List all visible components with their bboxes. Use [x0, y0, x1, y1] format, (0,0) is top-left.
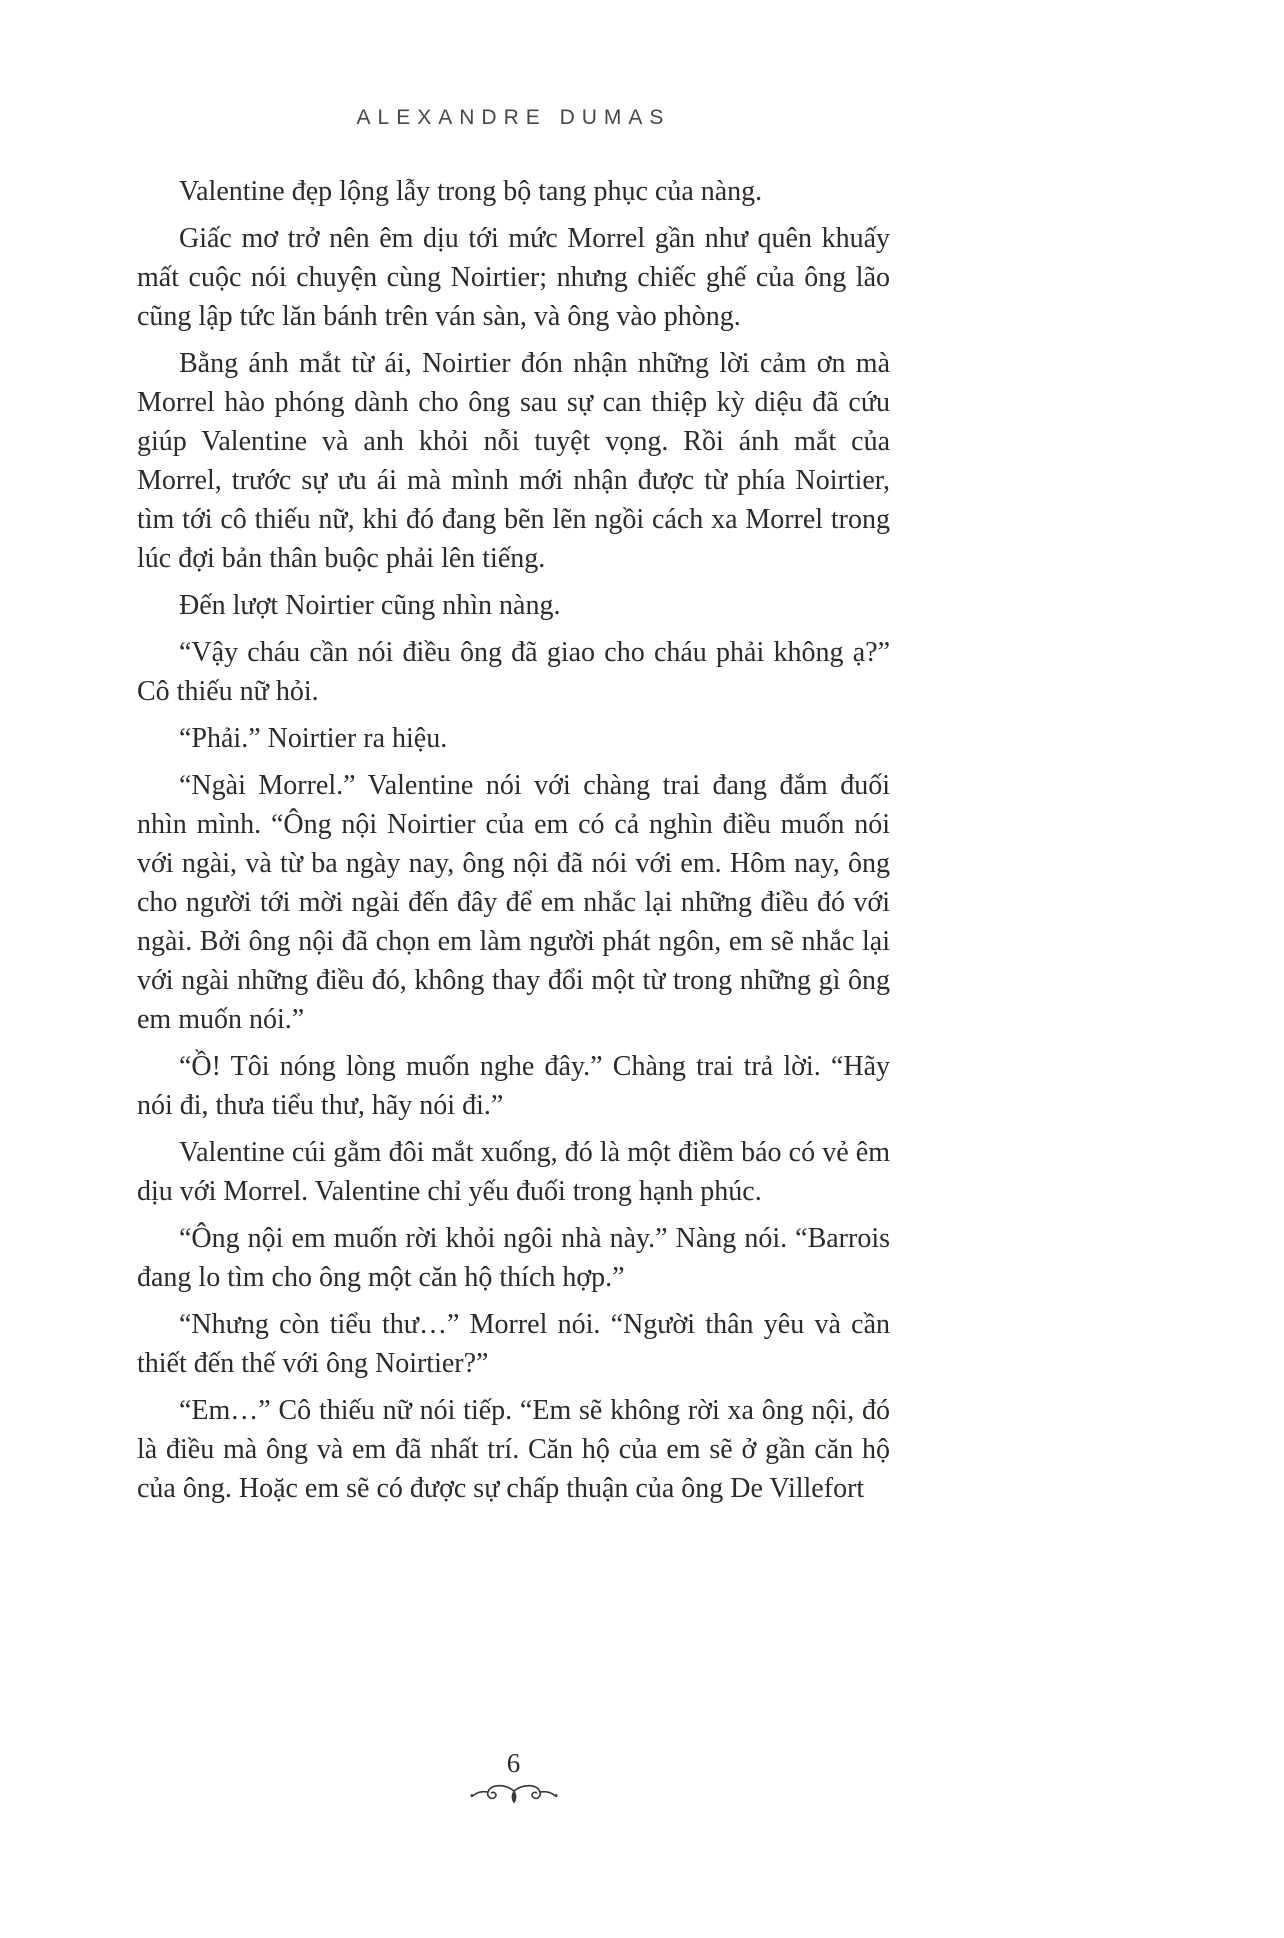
paragraph: “Ngài Morrel.” Valentine nói với chàng trai đang đắm đuối nhìn mình. “Ông nội Noirtier của em có cả nghìn điều muốn nói với ngài, và từ ba ngày nay, ông nội đã nói với em. Hôm nay, ông cho người tới mời ngài đến đây để em nhắc lại những điều đó với ngài. Bởi ông nội đã chọn em làm người phát ngôn, em sẽ nhắc lại với ngài những điều đó, không thay đổi một từ trong những gì ông em muốn nói.” [137, 770, 890, 1035]
paragraph: “Em…” Cô thiếu nữ nói tiếp. “Em sẽ không rời xa ông nội, đó là điều mà ông và em đã nhất trí. Căn hộ của em sẽ ở gần căn hộ của ông. Hoặc em sẽ có được sự chấp thuận của ông De Villefort [137, 1395, 890, 1504]
paragraph: Giấc mơ trở nên êm dịu tới mức Morrel gần như quên khuấy mất cuộc nói chuyện cùng Noirtier; nhưng chiếc ghế của ông lão cũng lập tức lăn bánh trên ván sàn, và ông vào phòng. [137, 223, 890, 332]
paragraph: “Ông nội em muốn rời khỏi ngôi nhà này.” Nàng nói. “Barrois đang lo tìm cho ông một căn hộ thích hợp.” [137, 1223, 890, 1293]
body-text [137, 172, 890, 1508]
paragraph: Valentine đẹp lộng lẫy trong bộ tang phục của nàng. [179, 176, 763, 207]
paragraph: “Ồ! Tôi nóng lòng muốn nghe đây.” Chàng trai trả lời. “Hãy nói đi, thưa tiểu thư, hãy nói đi.” [137, 1051, 890, 1121]
paragraph: Đến lượt Noirtier cũng nhìn nàng. [179, 590, 561, 621]
paragraph: “Vậy cháu cần nói điều ông đã giao cho cháu phải không ạ?” Cô thiếu nữ hỏi. [137, 637, 890, 707]
paragraph: Valentine cúi gằm đôi mắt xuống, đó là một điềm báo có vẻ êm dịu với Morrel. Valentine chỉ yếu đuối trong hạnh phúc. [137, 1137, 890, 1207]
paragraph: “Phải.” Noirtier ra hiệu. [179, 723, 448, 754]
page-content [137, 106, 890, 1516]
page-number: 6 [506, 1748, 521, 1778]
paragraph: “Nhưng còn tiểu thư…” Morrel nói. “Người thân yêu và cần thiết đến thế với ông Noirtier?” [137, 1309, 890, 1379]
running-header-author: ALEXANDRE DUMAS [356, 106, 671, 129]
page-footer [137, 1748, 890, 1812]
paragraph: Bằng ánh mắt từ ái, Noirtier đón nhận những lời cảm ơn mà Morrel hào phóng dành cho ông sau sự can thiệp kỳ diệu đã cứu giúp Valentine và anh khỏi nỗi tuyệt vọng. Rồi ánh mắt của Morrel, trước sự ưu ái mà mình mới nhận được từ phía Noirtier, tìm tới cô thiếu nữ, khi đó đang bẽn lẽn ngồi cách xa Morrel trong lúc đợi bản thân buộc phải lên tiếng. [137, 348, 890, 574]
flourish-ornament-icon [137, 1783, 890, 1812]
